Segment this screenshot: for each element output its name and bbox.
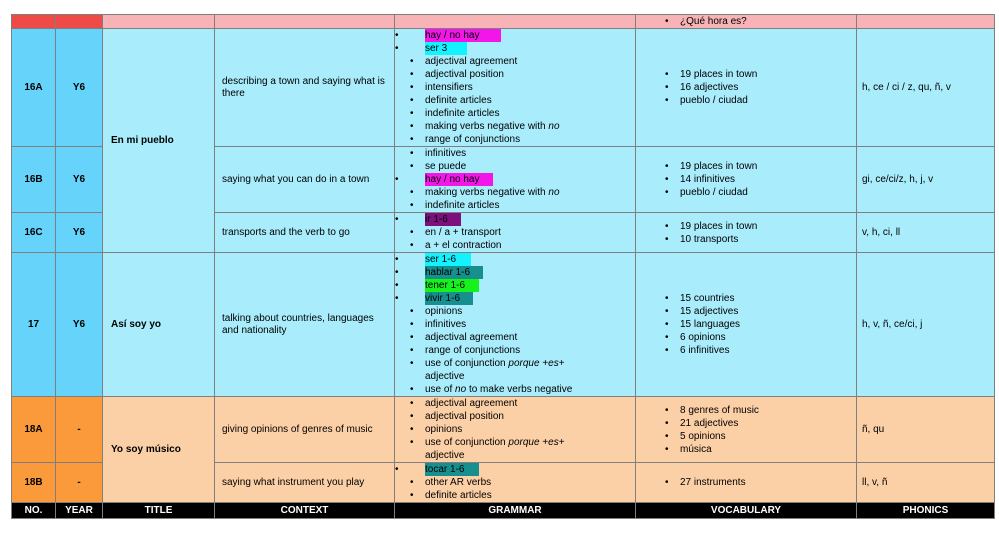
list-item: • 8 genres of music (666, 404, 856, 417)
unit-number: 18A (12, 397, 56, 463)
unit-phonics: ñ, qu (857, 397, 995, 463)
list-item: • range of conjunctions (411, 344, 635, 357)
unit-phonics: h, ce / ci / z, qu, ñ, v (857, 29, 995, 147)
list-item: • definite articles (411, 94, 635, 107)
unit-context: transports and the verb to go (215, 213, 395, 253)
top-phonics-cell (857, 15, 995, 29)
unit-title: Así soy yo (103, 253, 215, 397)
list-item: • 6 infinitives (666, 344, 856, 357)
top-title-cell (103, 15, 215, 29)
unit-context: saying what instrument you play (215, 463, 395, 503)
list-item: • 14 infinitives (666, 173, 856, 186)
list-item: • indefinite articles (411, 107, 635, 120)
list-item: • música (666, 443, 856, 456)
list-item: • 19 places in town (666, 220, 856, 233)
list-item: • ser 3 (395, 42, 635, 55)
list-item: • range of conjunctions (411, 133, 635, 146)
unit-title: Yo soy músico (103, 397, 215, 503)
list-item: • adjectival position (411, 410, 635, 423)
list-item: • adjectival agreement (411, 331, 635, 344)
unit-number: 17 (12, 253, 56, 397)
list-item: • 19 places in town (666, 68, 856, 81)
unit-vocabulary (636, 29, 857, 147)
list-item: • intensifiers (411, 81, 635, 94)
list-item: • 19 places in town (666, 160, 856, 173)
list-item: • hay / no hay (395, 173, 635, 186)
list-item: • adjectival agreement (411, 55, 635, 68)
list-item: • tener 1-6 (395, 279, 635, 292)
unit-phonics: v, h, ci, ll (857, 213, 995, 253)
list-item: • making verbs negative with no (411, 186, 635, 199)
list-item: • infinitives (411, 318, 635, 331)
unit-number: 16C (12, 213, 56, 253)
list-item: • 10 transports (666, 233, 856, 246)
list-item: • 15 adjectives (666, 305, 856, 318)
header-vocabulary: VOCABULARY (636, 503, 857, 519)
top-no-cell (12, 15, 56, 29)
list-item: • other AR verbs (411, 476, 635, 489)
top-row (12, 15, 995, 29)
list-item: • infinitives (411, 147, 635, 160)
unit-year: Y6 (56, 253, 103, 397)
unit-year: - (56, 463, 103, 503)
table-row (12, 253, 995, 397)
list-item: • se puede (411, 160, 635, 173)
unit-phonics: gi, ce/ci/z, h, j, v (857, 147, 995, 213)
list-item: • en / a + transport (411, 226, 635, 239)
list-item: • ser 1-6 (395, 253, 635, 266)
unit-number: 16A (12, 29, 56, 147)
list-item: • tocar 1-6 (395, 463, 635, 476)
list-item: • use of no to make verbs negative (411, 383, 635, 396)
unit-year: Y6 (56, 213, 103, 253)
list-item: • 15 languages (666, 318, 856, 331)
list-item: • 15 countries (666, 292, 856, 305)
list-item: • hay / no hay (395, 29, 635, 42)
top-year-cell (56, 15, 103, 29)
unit-vocabulary (636, 253, 857, 397)
header-row (12, 503, 995, 519)
header-context: CONTEXT (215, 503, 395, 519)
list-item: • a + el contraction (411, 239, 635, 252)
header-title: TITLE (103, 503, 215, 519)
unit-year: Y6 (56, 29, 103, 147)
unit-grammar (395, 253, 636, 397)
list-item: • use of conjunction porque +es+ adjective (411, 357, 635, 383)
unit-vocabulary (636, 213, 857, 253)
unit-phonics: h, v, ñ, ce/ci, j (857, 253, 995, 397)
header-phonics: PHONICS (857, 503, 995, 519)
top-vocabulary-cell (636, 15, 857, 29)
unit-number: 16B (12, 147, 56, 213)
unit-grammar (395, 397, 636, 463)
unit-context: giving opinions of genres of music (215, 397, 395, 463)
unit-vocabulary (636, 147, 857, 213)
curriculum-table (11, 14, 995, 519)
list-item: • opinions (411, 305, 635, 318)
list-item: • hablar 1-6 (395, 266, 635, 279)
list-item: • 27 instruments (666, 476, 856, 489)
unit-grammar (395, 463, 636, 503)
list-item: • pueblo / ciudad (666, 94, 856, 107)
unit-title: En mi pueblo (103, 29, 215, 253)
unit-context: saying what you can do in a town (215, 147, 395, 213)
list-item: • definite articles (411, 489, 635, 502)
list-item: • ¿Qué hora es? (666, 15, 856, 28)
top-context-cell (215, 15, 395, 29)
list-item: • 16 adjectives (666, 81, 856, 94)
list-item: • 6 opinions (666, 331, 856, 344)
unit-number: 18B (12, 463, 56, 503)
unit-vocabulary (636, 397, 857, 463)
header-grammar: GRAMMAR (395, 503, 636, 519)
top-grammar-cell (395, 15, 636, 29)
unit-grammar (395, 147, 636, 213)
unit-context: talking about countries, languages and nationality (215, 253, 395, 397)
header-year: YEAR (56, 503, 103, 519)
list-item: • use of conjunction porque +es+ adjective (411, 436, 635, 462)
list-item: • pueblo / ciudad (666, 186, 856, 199)
unit-grammar (395, 29, 636, 147)
list-item: • 21 adjectives (666, 417, 856, 430)
list-item: • opinions (411, 423, 635, 436)
list-item: • adjectival position (411, 68, 635, 81)
unit-year: Y6 (56, 147, 103, 213)
list-item: • vivir 1-6 (395, 292, 635, 305)
unit-vocabulary (636, 463, 857, 503)
unit-context: describing a town and saying what is there (215, 29, 395, 147)
unit-year: - (56, 397, 103, 463)
table-row (12, 29, 995, 147)
table-row (12, 397, 995, 463)
list-item: • indefinite articles (411, 199, 635, 212)
header-no: NO. (12, 503, 56, 519)
list-item: • adjectival agreement (411, 397, 635, 410)
unit-phonics: ll, v, ñ (857, 463, 995, 503)
list-item: • 5 opinions (666, 430, 856, 443)
list-item: • ir 1-6 (395, 213, 635, 226)
unit-grammar (395, 213, 636, 253)
list-item: • making verbs negative with no (411, 120, 635, 133)
